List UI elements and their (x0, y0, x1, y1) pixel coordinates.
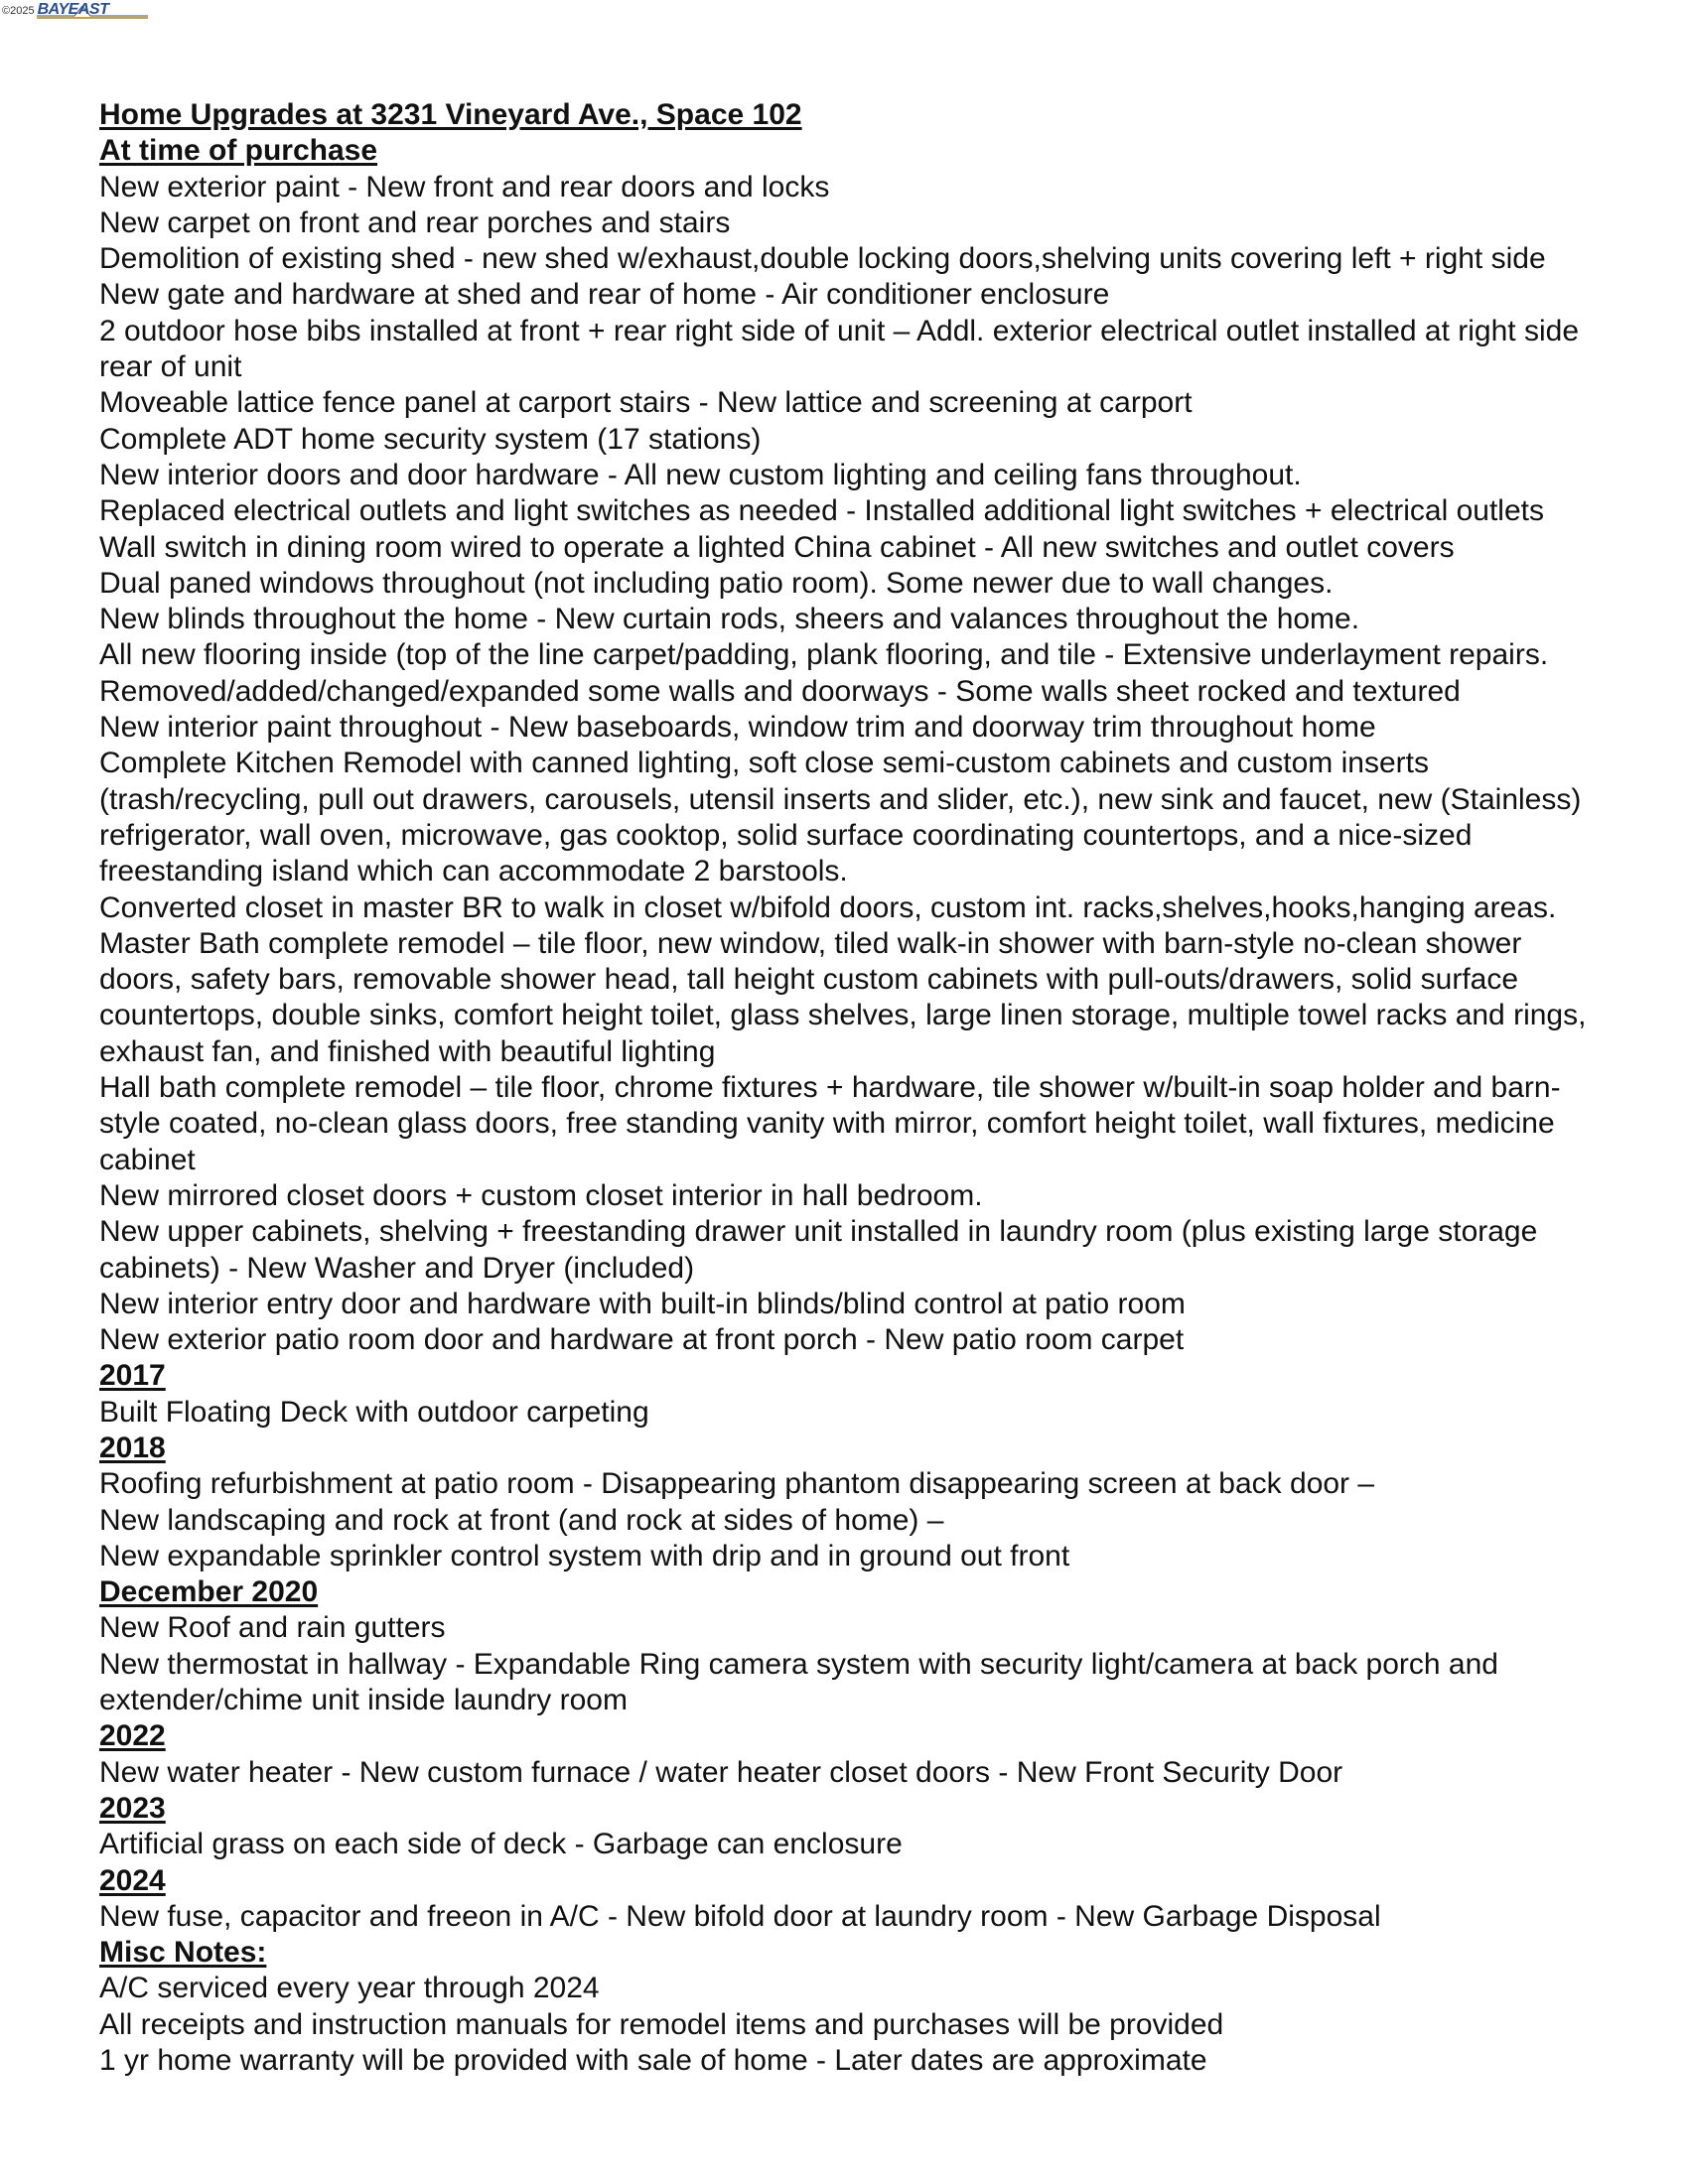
sections (99, 133, 1609, 2079)
upgrade-item: Built Floating Deck with outdoor carpeting (99, 1395, 649, 1429)
upgrade-item: Artificial grass on each side of deck - Garbage can enclosure (99, 1828, 903, 1861)
section (99, 1791, 1609, 1863)
upgrade-item: All receipts and instruction manuals for remodel items and purchases will be provided (99, 2007, 1224, 2041)
upgrade-item: Demolition of existing shed - new shed w/exhaust,double locking doors,shelving units covering left + right side (99, 242, 1546, 276)
upgrade-item: New Roof and rain gutters (99, 1611, 446, 1645)
upgrade-item: Replaced electrical outlets and light switches as needed - Installed additional light switches + electrical outlets (99, 494, 1544, 528)
upgrade-item: New blinds throughout the home - New curtain rods, sheers and valances throughout the home. (99, 603, 1360, 636)
upgrade-item: New thermostat in hallway - Expandable Ring camera system with security light/camera at back porch and extender/chime unit inside laundry room (99, 1647, 1498, 1717)
watermark-year: ©2025 (2, 5, 35, 17)
section-heading: 2018 (99, 1431, 166, 1464)
upgrade-item: A/C serviced every year through 2024 (99, 1972, 600, 2005)
section (99, 1935, 1609, 2079)
upgrade-item: New gate and hardware at shed and rear of home - Air conditioner enclosure (99, 278, 1110, 312)
section-heading: 2017 (99, 1359, 166, 1393)
section-heading: 2022 (99, 1719, 166, 1753)
upgrade-item: Converted closet in master BR to walk in closet w/bifold doors, custom int. racks,shelves,hooks,hanging areas. (99, 890, 1557, 924)
upgrade-item: New carpet on front and rear porches and stairs (99, 205, 731, 239)
section-heading: December 2020 (99, 1575, 319, 1609)
section (99, 133, 1609, 1358)
upgrade-item: New interior doors and door hardware - All new custom lighting and ceiling fans throughout. (99, 458, 1302, 491)
bayeast-logo (35, 2, 150, 20)
upgrade-item: New expandable sprinkler control system with drip and in ground out front (99, 1539, 1070, 1572)
upgrade-item: New fuse, capacitor and freeon in A/C - New bifold door at laundry room - New Garbage Disposal (99, 1899, 1381, 1933)
upgrade-item: New interior paint throughout - New baseboards, window trim and doorway trim throughout home (99, 711, 1376, 745)
upgrade-item: Dual paned windows throughout (not including patio room). Some newer due to wall changes. (99, 566, 1334, 600)
upgrade-item: New water heater - New custom furnace / water heater closet doors - New Front Security Door (99, 1755, 1343, 1789)
upgrade-item: New mirrored closet doors + custom closet interior in hall bedroom. (99, 1178, 983, 1212)
upgrade-item: All new flooring inside (top of the line carpet/padding, plank flooring, and tile - Extensive underlayment repairs. (99, 638, 1549, 672)
watermark-brand: BAYEAST (37, 1, 109, 18)
upgrade-item: New landscaping and rock at front (and rock at sides of home) – (99, 1503, 944, 1537)
section (99, 1863, 1609, 1936)
section-heading: Misc Notes: (99, 1936, 267, 1970)
section (99, 1431, 1609, 1574)
upgrade-item: Complete Kitchen Remodel with canned lighting, soft close semi-custom cabinets and custom inserts (trash/recycling, pull out drawers, carousels, utensil inserts and slider, etc.), new sink and faucet, new (Stainless) refrigerator, wall oven, microwave, gas cooktop, solid surface coordinating countertops, and a nice-sized freestanding island which can accommodate 2 barstools. (99, 747, 1582, 888)
upgrade-item: Wall switch in dining room wired to operate a lighted China cabinet - All new switches and outlet covers (99, 530, 1455, 564)
section (99, 1358, 1609, 1431)
upgrade-item: Roofing refurbishment at patio room - Disappearing phantom disappearing screen at back door – (99, 1467, 1375, 1501)
section-heading: At time of purchase (99, 134, 378, 168)
upgrade-item: New exterior paint - New front and rear doors and locks (99, 170, 830, 204)
upgrade-item: New interior entry door and hardware with built-in blinds/blind control at patio room (99, 1287, 1186, 1320)
section (99, 1574, 1609, 1718)
upgrade-item: Moveable lattice fence panel at carport stairs - New lattice and screening at carport (99, 386, 1193, 420)
upgrade-item: Hall bath complete remodel – tile floor, chrome fixtures + hardware, tile shower w/built-in soap holder and barn-style coated, no-clean glass doors, free standing vanity with mirror, comfort height toilet, wall fixtures, medicine cabinet (99, 1071, 1561, 1176)
upgrade-item: New exterior patio room door and hardware at front porch - New patio room carpet (99, 1323, 1185, 1357)
upgrade-item: 1 yr home warranty will be provided with sale of home - Later dates are approximate (99, 2044, 1207, 2078)
section-heading: 2024 (99, 1863, 166, 1897)
upgrade-item: Master Bath complete remodel – tile floor, new window, tiled walk-in shower with barn-style no-clean shower doors, safety bars, removable shower head, tall height custom cabinets with pull-outs/drawers, solid surface countertops, double sinks, comfort height toilet, glass shelves, large linen storage, multiple towel racks and rings, exhaust fan, and finished with beautiful lighting (99, 926, 1587, 1068)
section-heading: 2023 (99, 1791, 166, 1825)
upgrade-item: New upper cabinets, shelving + freestanding drawer unit installed in laundry room (plus existing large storage cabinets) - New Washer and Dryer (included) (99, 1215, 1538, 1285)
document (99, 97, 1609, 2079)
section (99, 1718, 1609, 1791)
upgrade-item: Removed/added/changed/expanded some walls and doorways - Some walls sheet rocked and textured (99, 674, 1461, 708)
document-title: Home Upgrades at 3231 Vineyard Ave., Space 102 (99, 98, 802, 131)
upgrade-item: Complete ADT home security system (17 stations) (99, 422, 762, 456)
watermark (2, 2, 150, 20)
upgrade-item: 2 outdoor hose bibs installed at front + rear right side of unit – Addl. exterior electrical outlet installed at right side rear of unit (99, 314, 1580, 384)
